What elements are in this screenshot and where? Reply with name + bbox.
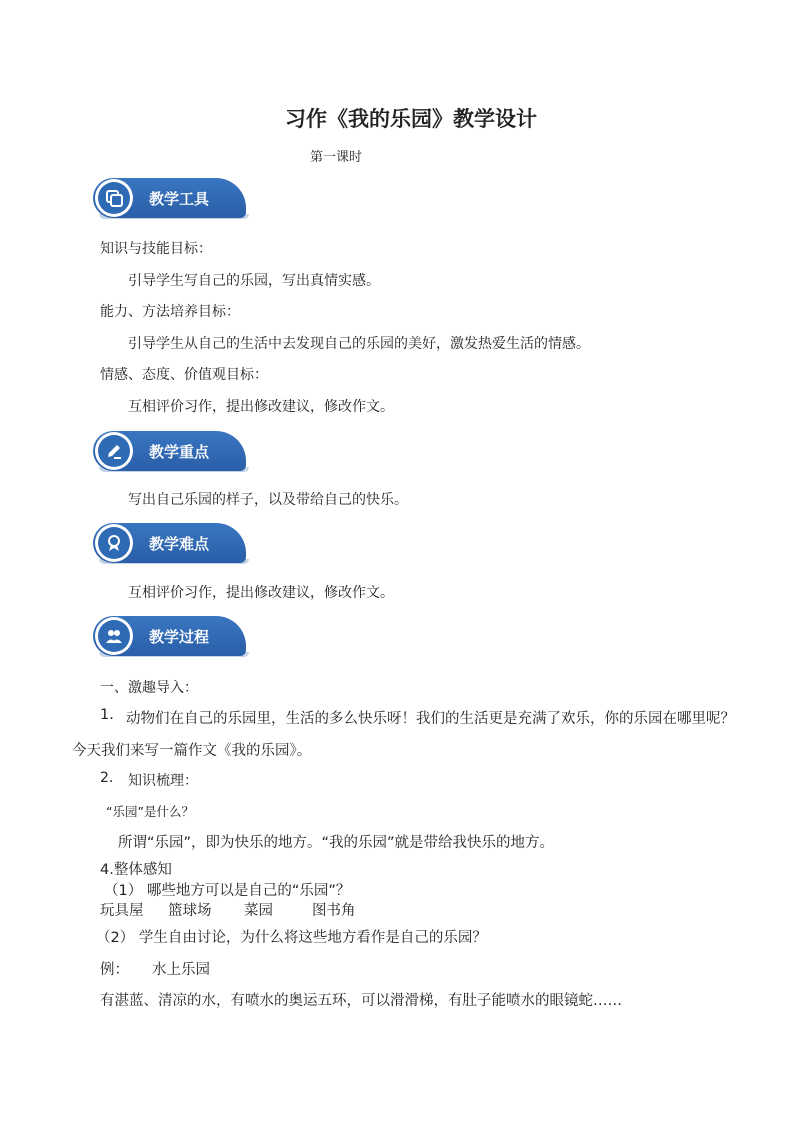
goal-ability-heading: 能力、方法培养目标： xyxy=(100,304,240,320)
example-title: 水上乐园 xyxy=(152,962,210,978)
process-item-2-text: 知识梳理： xyxy=(128,773,198,789)
section-banner-tools xyxy=(93,178,246,218)
example-label: 例： xyxy=(100,962,129,978)
section-label: 教学重点 xyxy=(149,443,210,461)
question-answer: 所谓“乐园”，即为快乐的地方。“我的乐园”就是带给我快乐的地方。 xyxy=(118,835,555,851)
section-4-1: （1） 哪些地方可以是自己的“乐园”？ xyxy=(104,883,351,899)
section-label: 教学难点 xyxy=(149,535,210,553)
goal-emotion-text: 互相评价习作，提出修改建议，修改作文。 xyxy=(128,399,394,415)
section-banner-process xyxy=(93,616,246,656)
goal-ability-text: 引导学生从自己的生活中去发现自己的乐园的美好，激发热爱生活的情感。 xyxy=(128,336,590,352)
section-4-2: （2） 学生自由讨论，为什么将这些地方看作是自己的乐园？ xyxy=(96,930,487,946)
pencil-icon xyxy=(104,441,124,461)
key-text: 写出自己乐园的样子，以及带给自己的快乐。 xyxy=(128,492,408,508)
people-icon xyxy=(104,626,124,646)
place-item: 图书角 xyxy=(312,903,356,919)
award-ribbon-icon xyxy=(104,533,124,553)
process-item-2-number: 2. xyxy=(100,770,114,786)
folders-icon xyxy=(104,188,124,208)
goal-knowledge-text: 引导学生写自己的乐园，写出真情实感。 xyxy=(128,273,380,289)
process-item-1-number: 1. xyxy=(100,707,114,723)
place-item: 玩具屋 xyxy=(100,903,144,919)
goal-emotion-heading: 情感、态度、价值观目标： xyxy=(100,367,268,383)
place-item: 菜园 xyxy=(244,903,273,919)
process-item-1-text-cont: 今天我们来写一篇作文《我的乐园》。 xyxy=(72,743,312,759)
section-4-heading: 4.整体感知 xyxy=(100,862,172,878)
section-label: 教学过程 xyxy=(149,628,210,646)
place-item: 篮球场 xyxy=(168,903,212,919)
page-subtitle: 第一课时 xyxy=(310,150,363,165)
process-heading-1: 一、激趣导入： xyxy=(100,680,198,696)
section-banner-difficulty xyxy=(93,523,246,563)
section-banner-key xyxy=(93,431,246,471)
process-item-1-text: 动物们在自己的乐园里，生活的多么快乐呀！我们的生活更是充满了欢乐，你的乐园在哪里呢？ xyxy=(126,711,735,727)
goal-knowledge-heading: 知识与技能目标： xyxy=(100,241,212,257)
section-label: 教学工具 xyxy=(149,190,210,208)
question: “乐园”是什么？ xyxy=(106,804,194,819)
page-title: 习作《我的乐园》教学设计 xyxy=(285,106,537,131)
example-text: 有湛蓝、清凉的水，有喷水的奥运五环，可以滑滑梯，有肚子能喷水的眼镜蛇…… xyxy=(100,993,622,1009)
difficulty-text: 互相评价习作，提出修改建议，修改作文。 xyxy=(128,585,394,601)
